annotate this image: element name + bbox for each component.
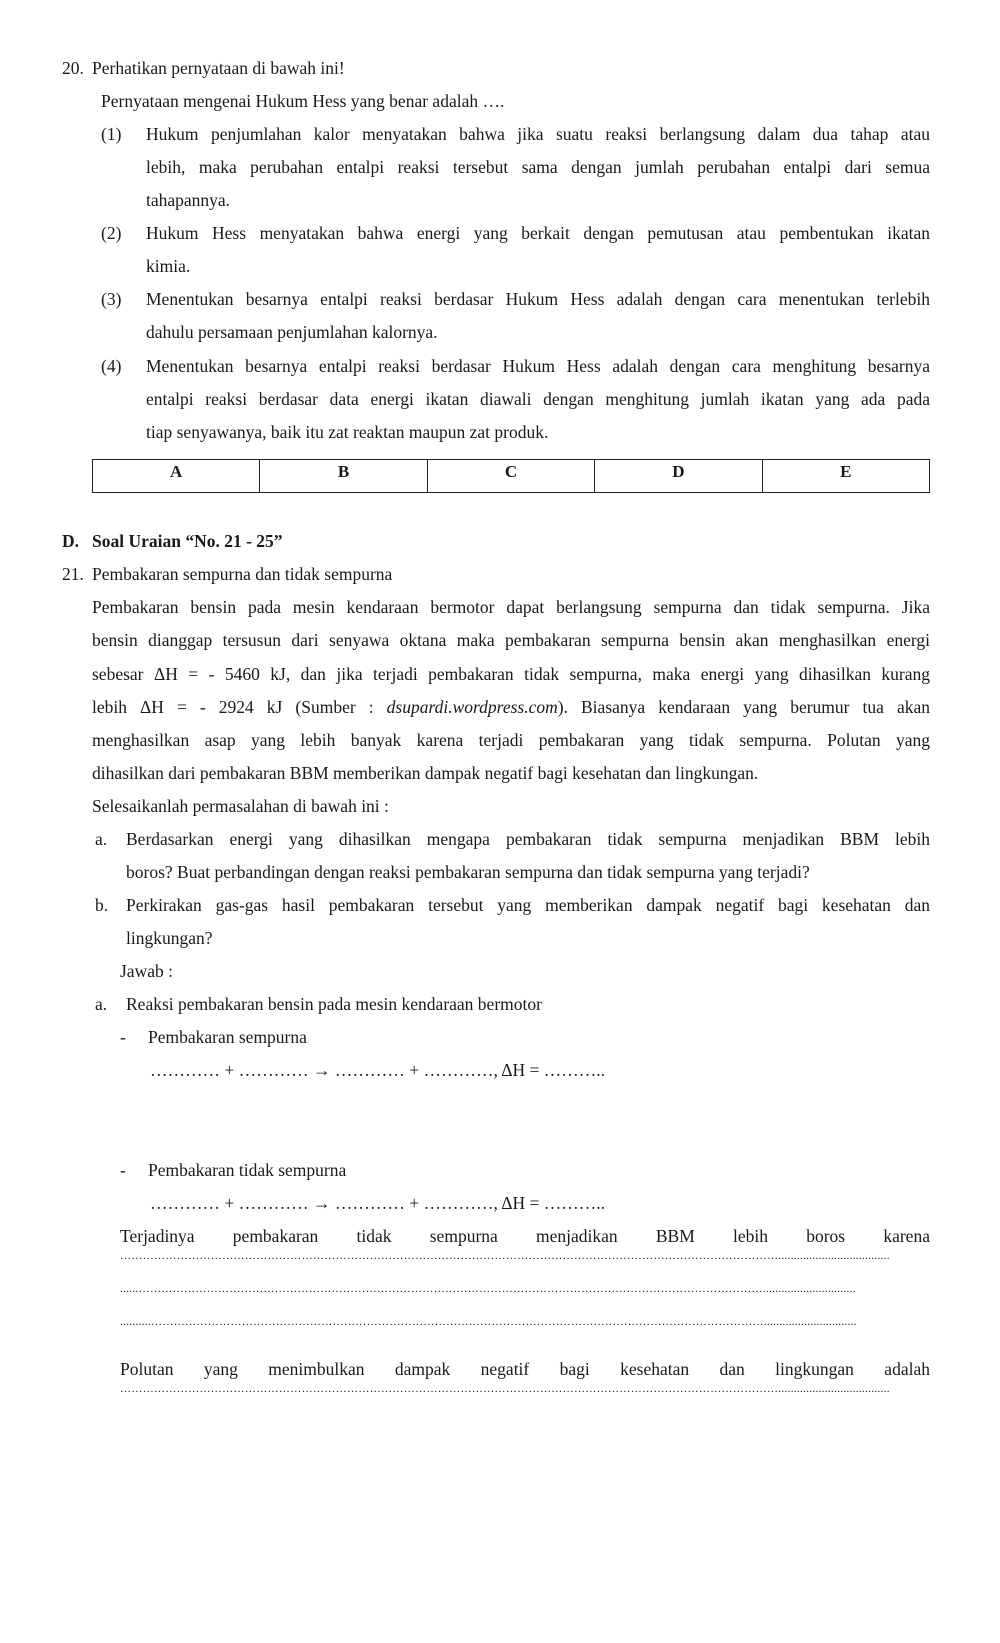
polutan-word: menimbulkan xyxy=(268,1359,365,1379)
choice-b[interactable]: B xyxy=(260,460,427,493)
statement-1-line-1: Hukum penjumlahan kalor menyatakan bahwa jika suatu reaksi berlangsung dalam dua tahap atau xyxy=(146,124,930,144)
section-d-title: Soal Uraian “No. 21 - 25” xyxy=(92,531,283,551)
complete-combustion-equation[interactable]: ………… + ………… → ………… + …………, ΔH = ……….. xyxy=(150,1060,606,1080)
q21-para-line-2: bensin dianggap tersusun dari senyawa oktana maka pembakaran sempurna bensin akan menghasilkan energi xyxy=(92,630,930,650)
source-citation: dsupardi.wordpress.com xyxy=(386,697,558,717)
boros-word: tidak xyxy=(356,1226,392,1246)
q21-para-line-4 xyxy=(92,697,930,718)
q21-para-line-3: sebesar ΔH = - 5460 kJ, dan jika terjadi pembakaran tidak sempurna, maka energi yang dihasilkan kurang xyxy=(92,664,930,684)
q21-number: 21. xyxy=(62,564,84,584)
answer-choices-table xyxy=(92,459,930,493)
choice-a[interactable]: A xyxy=(93,460,260,493)
q21a-line-1: Berdasarkan energi yang dihasilkan mengapa pembakaran tidak sempurna menjadikan BBM lebih xyxy=(126,829,930,849)
q21-instruction: Selesaikanlah permasalahan di bawah ini : xyxy=(92,796,389,816)
statement-1-line-2: lebih, maka perubahan entalpi reaksi tersebut sama dengan jumlah perubahan entalpi dari semua xyxy=(146,157,930,177)
statement-2-number: (2) xyxy=(101,223,122,243)
statement-4-line-1: Menentukan besarnya entalpi reaksi berdasar Hukum Hess adalah dengan cara menghitung besarnya xyxy=(146,356,930,376)
q21a-line-2: boros? Buat perbandingan dengan reaksi pembakaran sempurna dan tidak sempurna yang terjadi? xyxy=(126,862,810,882)
q21-para-line-6: dihasilkan dari pembakaran BBM memberikan dampak negatif bagi kesehatan dan lingkungan. xyxy=(92,763,759,783)
answer-a-label: a. xyxy=(95,994,108,1014)
q21a-label: a. xyxy=(95,829,108,849)
polutan-word: dan xyxy=(719,1359,745,1379)
boros-word: karena xyxy=(883,1226,930,1246)
q21-para-line-5: menghasilkan asap yang lebih banyak karena terjadi pembakaran yang tidak sempurna. Polutan yang xyxy=(92,730,930,750)
answer-dotted-line-4[interactable]: ………………………………………………………………………………………………………………………………………………………….................................... xyxy=(120,1383,890,1395)
q21-line4-pre: lebih ΔH = - 2924 kJ (Sumber : xyxy=(92,697,387,717)
polutan-word: negatif xyxy=(480,1359,530,1379)
statement-3-line-2: dahulu persamaan penjumlahan kalornya. xyxy=(146,322,438,342)
polutan-word: dampak xyxy=(394,1359,451,1379)
statement-1-line-3: tahapannya. xyxy=(146,190,231,210)
boros-word: pembakaran xyxy=(232,1226,319,1246)
choice-e[interactable]: E xyxy=(762,460,929,493)
statement-4-line-3: tiap senyawanya, baik itu zat reaktan maupun zat produk. xyxy=(146,422,549,442)
statement-3-number: (3) xyxy=(101,289,122,309)
q21-title: Pembakaran sempurna dan tidak sempurna xyxy=(92,564,393,584)
q21b-label: b. xyxy=(95,895,109,915)
q20-title: Perhatikan pernyataan di bawah ini! xyxy=(92,58,345,78)
bullet-complete: - xyxy=(120,1027,126,1047)
answer-dotted-line-1[interactable]: ………………………………………………………………………………………………………………………………………………………….................................... xyxy=(120,1250,890,1262)
incomplete-combustion-equation[interactable]: ………… + ………… → ………… + …………, ΔH = ……….. xyxy=(150,1193,606,1213)
q21-para-line-1: Pembakaran bensin pada mesin kendaraan bermotor dapat berlangsung sempurna dan tidak sempurna. Jika xyxy=(92,597,930,617)
incomplete-combustion-label: Pembakaran tidak sempurna xyxy=(148,1160,347,1180)
polutan-word: kesehatan xyxy=(620,1359,690,1379)
statement-4-number: (4) xyxy=(101,356,122,376)
statement-4-line-2: entalpi reaksi berdasar data energi ikatan diawali dengan menghitung jumlah ikatan yang ada pada xyxy=(146,389,930,409)
boros-word: BBM xyxy=(655,1226,695,1246)
polutan-word: yang xyxy=(203,1359,238,1379)
q21-line4-post: ). Biasanya kendaraan yang berumur tua akan xyxy=(557,697,930,717)
polutan-sentence xyxy=(120,1359,930,1380)
boros-word: menjadikan xyxy=(536,1226,618,1246)
choice-c[interactable]: C xyxy=(427,460,594,493)
q20-intro: Pernyataan mengenai Hukum Hess yang benar adalah …. xyxy=(101,91,505,111)
statement-1-number: (1) xyxy=(101,124,122,144)
statement-3-line-1: Menentukan besarnya entalpi reaksi berdasar Hukum Hess adalah dengan cara menentukan terlebih xyxy=(146,289,930,309)
polutan-word: adalah xyxy=(884,1359,930,1379)
q21b-line-2: lingkungan? xyxy=(126,928,213,948)
answer-dotted-line-2[interactable]: ......………………………………………………………………………………………………………………………………………………….............................. xyxy=(120,1283,856,1295)
statement-2-line-2: kimia. xyxy=(146,256,191,276)
boros-word: boros xyxy=(806,1226,846,1246)
polutan-word: bagi xyxy=(559,1359,590,1379)
complete-combustion-label: Pembakaran sempurna xyxy=(148,1027,307,1047)
boros-word: sempurna xyxy=(429,1226,498,1246)
boros-word: lebih xyxy=(733,1226,768,1246)
boros-word: Terjadinya xyxy=(120,1226,195,1246)
answer-label: Jawab : xyxy=(120,961,173,981)
q20-number: 20. xyxy=(62,58,84,78)
boros-sentence xyxy=(120,1226,930,1247)
bullet-incomplete: - xyxy=(120,1160,126,1180)
polutan-word: lingkungan xyxy=(775,1359,854,1379)
choice-d[interactable]: D xyxy=(595,460,762,493)
q21b-line-1: Perkirakan gas-gas hasil pembakaran tersebut yang memberikan dampak negatif bagi kesehatan dan xyxy=(126,895,930,915)
statement-2-line-1: Hukum Hess menyatakan bahwa energi yang berkait dengan pemutusan atau pembentukan ikatan xyxy=(146,223,930,243)
answer-a-title: Reaksi pembakaran bensin pada mesin kendaraan bermotor xyxy=(126,994,542,1014)
section-d-label: D. xyxy=(62,531,80,551)
polutan-word: Polutan xyxy=(120,1359,174,1379)
answer-dotted-line-3[interactable]: ..........……………………………………………………………………………………………………………………………………………….............................. xyxy=(120,1316,857,1328)
